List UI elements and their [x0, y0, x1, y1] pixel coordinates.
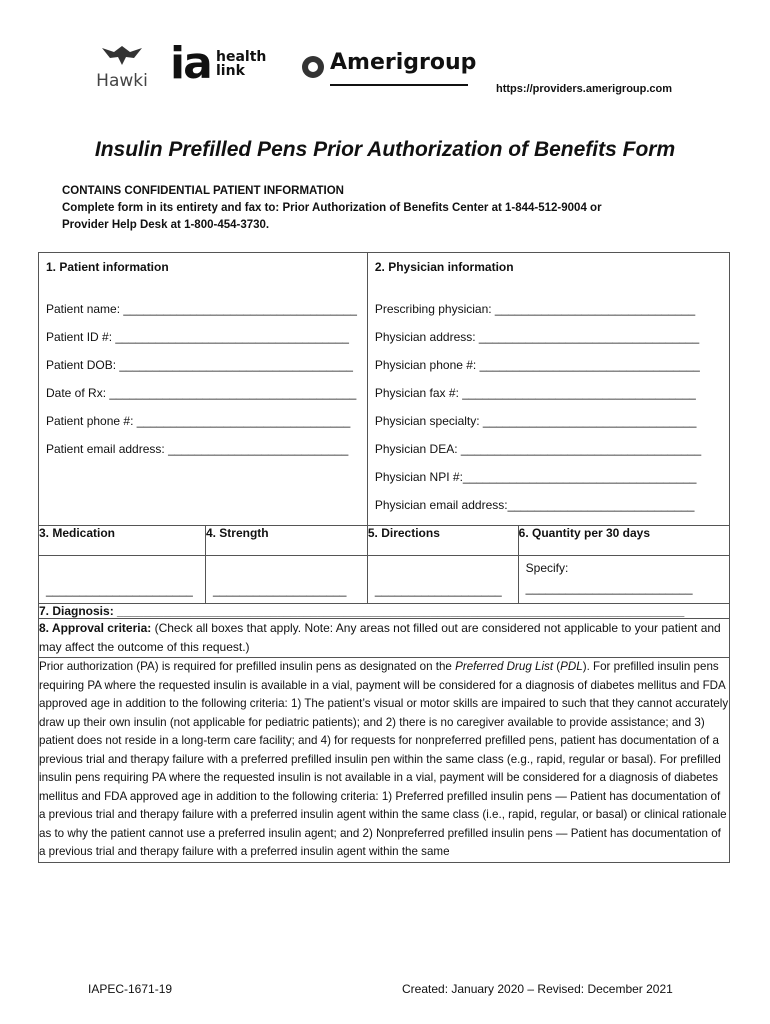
form-table — [38, 252, 730, 863]
physician-address-field[interactable]: Physician address: _________________________________ — [374, 330, 700, 344]
directions-field[interactable]: ___________________ — [374, 583, 502, 597]
physician-email-field[interactable]: Physician email address:____________________________ — [374, 498, 695, 512]
patient-email-field[interactable]: Patient email address: ___________________________ — [46, 442, 349, 456]
patient-phone-field[interactable]: Patient phone #: ________________________________ — [46, 414, 351, 428]
patient-section — [39, 253, 368, 526]
amerigroup-underline — [330, 84, 468, 86]
form-code: IAPEC-1671-19 — [88, 982, 173, 996]
diagnosis-text: 7. Diagnosis: _____________________________________________________________________________________ — [39, 604, 685, 618]
patient-heading: 1. Patient information — [46, 260, 169, 274]
hawk-icon — [100, 44, 144, 66]
diagnosis-field[interactable] — [39, 604, 730, 619]
criteria-text-2: ( — [553, 660, 561, 673]
patient-id-field[interactable]: Patient ID #: ___________________________________ — [46, 330, 349, 344]
hawki-logo — [92, 44, 152, 91]
physician-phone-field[interactable]: Physician phone #: _________________________________ — [374, 358, 700, 372]
quantity-heading: 6. Quantity per 30 days — [518, 526, 729, 556]
revision-dates: Created: January 2020 – Revised: December 2021 — [402, 982, 673, 996]
form-header — [62, 183, 602, 234]
help-desk-line: Provider Help Desk at 1-800-454-3730. — [62, 219, 270, 231]
physician-dea-field[interactable]: Physician DEA: ____________________________________ — [374, 442, 702, 456]
amerigroup-logo — [300, 50, 477, 85]
approval-criteria-label: 8. Approval criteria: — [39, 621, 152, 635]
medication-heading: 3. Medication — [39, 526, 206, 556]
medication-field[interactable]: ______________________ — [46, 583, 193, 597]
criteria-text-3: ). For prefilled insulin pens requiring PA where the requested insulin is available in a vial, payment will be considered for a diagnosis of diabetes mellitus and FDA approved age in addition to the following criteria: 1) The patient’s visual or motor skills are impaired to such that they cannot accurately draw up their own insulin (not applicable for pediatric patients); and 2) there is no caregiver available to provide assistance; and 3) patient does not reside in a long-term care facility; and 4) for requests for nonpreferred prefilled pens, patient has documentation of a previous trial and therapy failure with a preferred prefilled insulin pen within the same class (e.g., rapid, regular or basal). For prefilled insulin pens requiring PA where the requested insulin is not available in a vial, payment will be considered for a diagnosis of diabetes mellitus and FDA approved age in addition to the following criteria: 1) Preferred prefilled insulin pens — Patient has documentation of a previous trial and therapy failure with a preferred insulin agent within the same class (i.e., rapid, regular, or basal) or clinical rationale as to why the patient cannot use a preferred insulin agent; and 2) Nonpreferred prefilled insulin pens — Patient has documentation of a previous trial and therapy failure with a preferred insulin agent within the same — [39, 660, 729, 858]
amerigroup-emblem-icon — [300, 54, 326, 80]
logo-bar — [92, 38, 477, 94]
prescribing-physician-field[interactable]: Prescribing physician: ______________________________ — [374, 302, 696, 316]
health-link-wordmark: health link — [216, 49, 267, 79]
criteria-text-1: Prior authorization (PA) is required for prefilled insulin pens as designated on the — [39, 660, 456, 673]
specify-label: Specify: — [525, 561, 569, 575]
fax-instructions: Complete form in its entirety and fax to: Prior Authorization of Benefits Center at 1-844-512-9004 or — [62, 202, 602, 214]
physician-specialty-field[interactable]: Physician specialty: ________________________________ — [374, 414, 697, 428]
physician-npi-field[interactable]: Physician NPI #:___________________________________ — [374, 470, 697, 484]
strength-cell — [205, 556, 367, 604]
criteria-body — [39, 658, 730, 863]
quantity-field[interactable]: _________________________ — [525, 581, 693, 595]
physician-fax-field[interactable]: Physician fax #: ___________________________________ — [374, 386, 696, 400]
physician-heading: 2. Physician information — [374, 260, 514, 274]
amerigroup-wordmark: Amerigroup — [330, 50, 477, 75]
confidential-notice: CONTAINS CONFIDENTIAL PATIENT INFORMATION — [62, 185, 344, 197]
page-title: Insulin Prefilled Pens Prior Authorization of Benefits Form — [94, 138, 676, 161]
ia-health-link-logo — [170, 38, 267, 89]
medication-cell — [39, 556, 206, 604]
ia-wordmark: ia — [170, 38, 211, 89]
provider-url[interactable]: https://providers.amerigroup.com — [496, 83, 673, 95]
patient-dob-field[interactable]: Patient DOB: ___________________________________ — [46, 358, 353, 372]
physician-section — [367, 253, 729, 526]
strength-field[interactable]: ____________________ — [212, 583, 347, 597]
quantity-cell — [518, 556, 729, 604]
strength-heading: 4. Strength — [205, 526, 367, 556]
hawki-wordmark: Hawki — [96, 71, 148, 91]
approval-criteria-section — [39, 619, 730, 658]
date-of-rx-field[interactable]: Date of Rx: _____________________________________ — [46, 386, 357, 400]
directions-heading: 5. Directions — [367, 526, 518, 556]
approval-criteria-note: (Check all boxes that apply. Note: Any areas not filled out are considered not applicable to your patient and may affect the outcome of this request.) — [39, 621, 721, 654]
patient-name-field[interactable]: Patient name: ___________________________________ — [46, 302, 357, 316]
pdl-abbr: PDL — [560, 660, 583, 673]
directions-cell — [367, 556, 518, 604]
pdl-link-text: Preferred Drug List — [455, 660, 554, 673]
